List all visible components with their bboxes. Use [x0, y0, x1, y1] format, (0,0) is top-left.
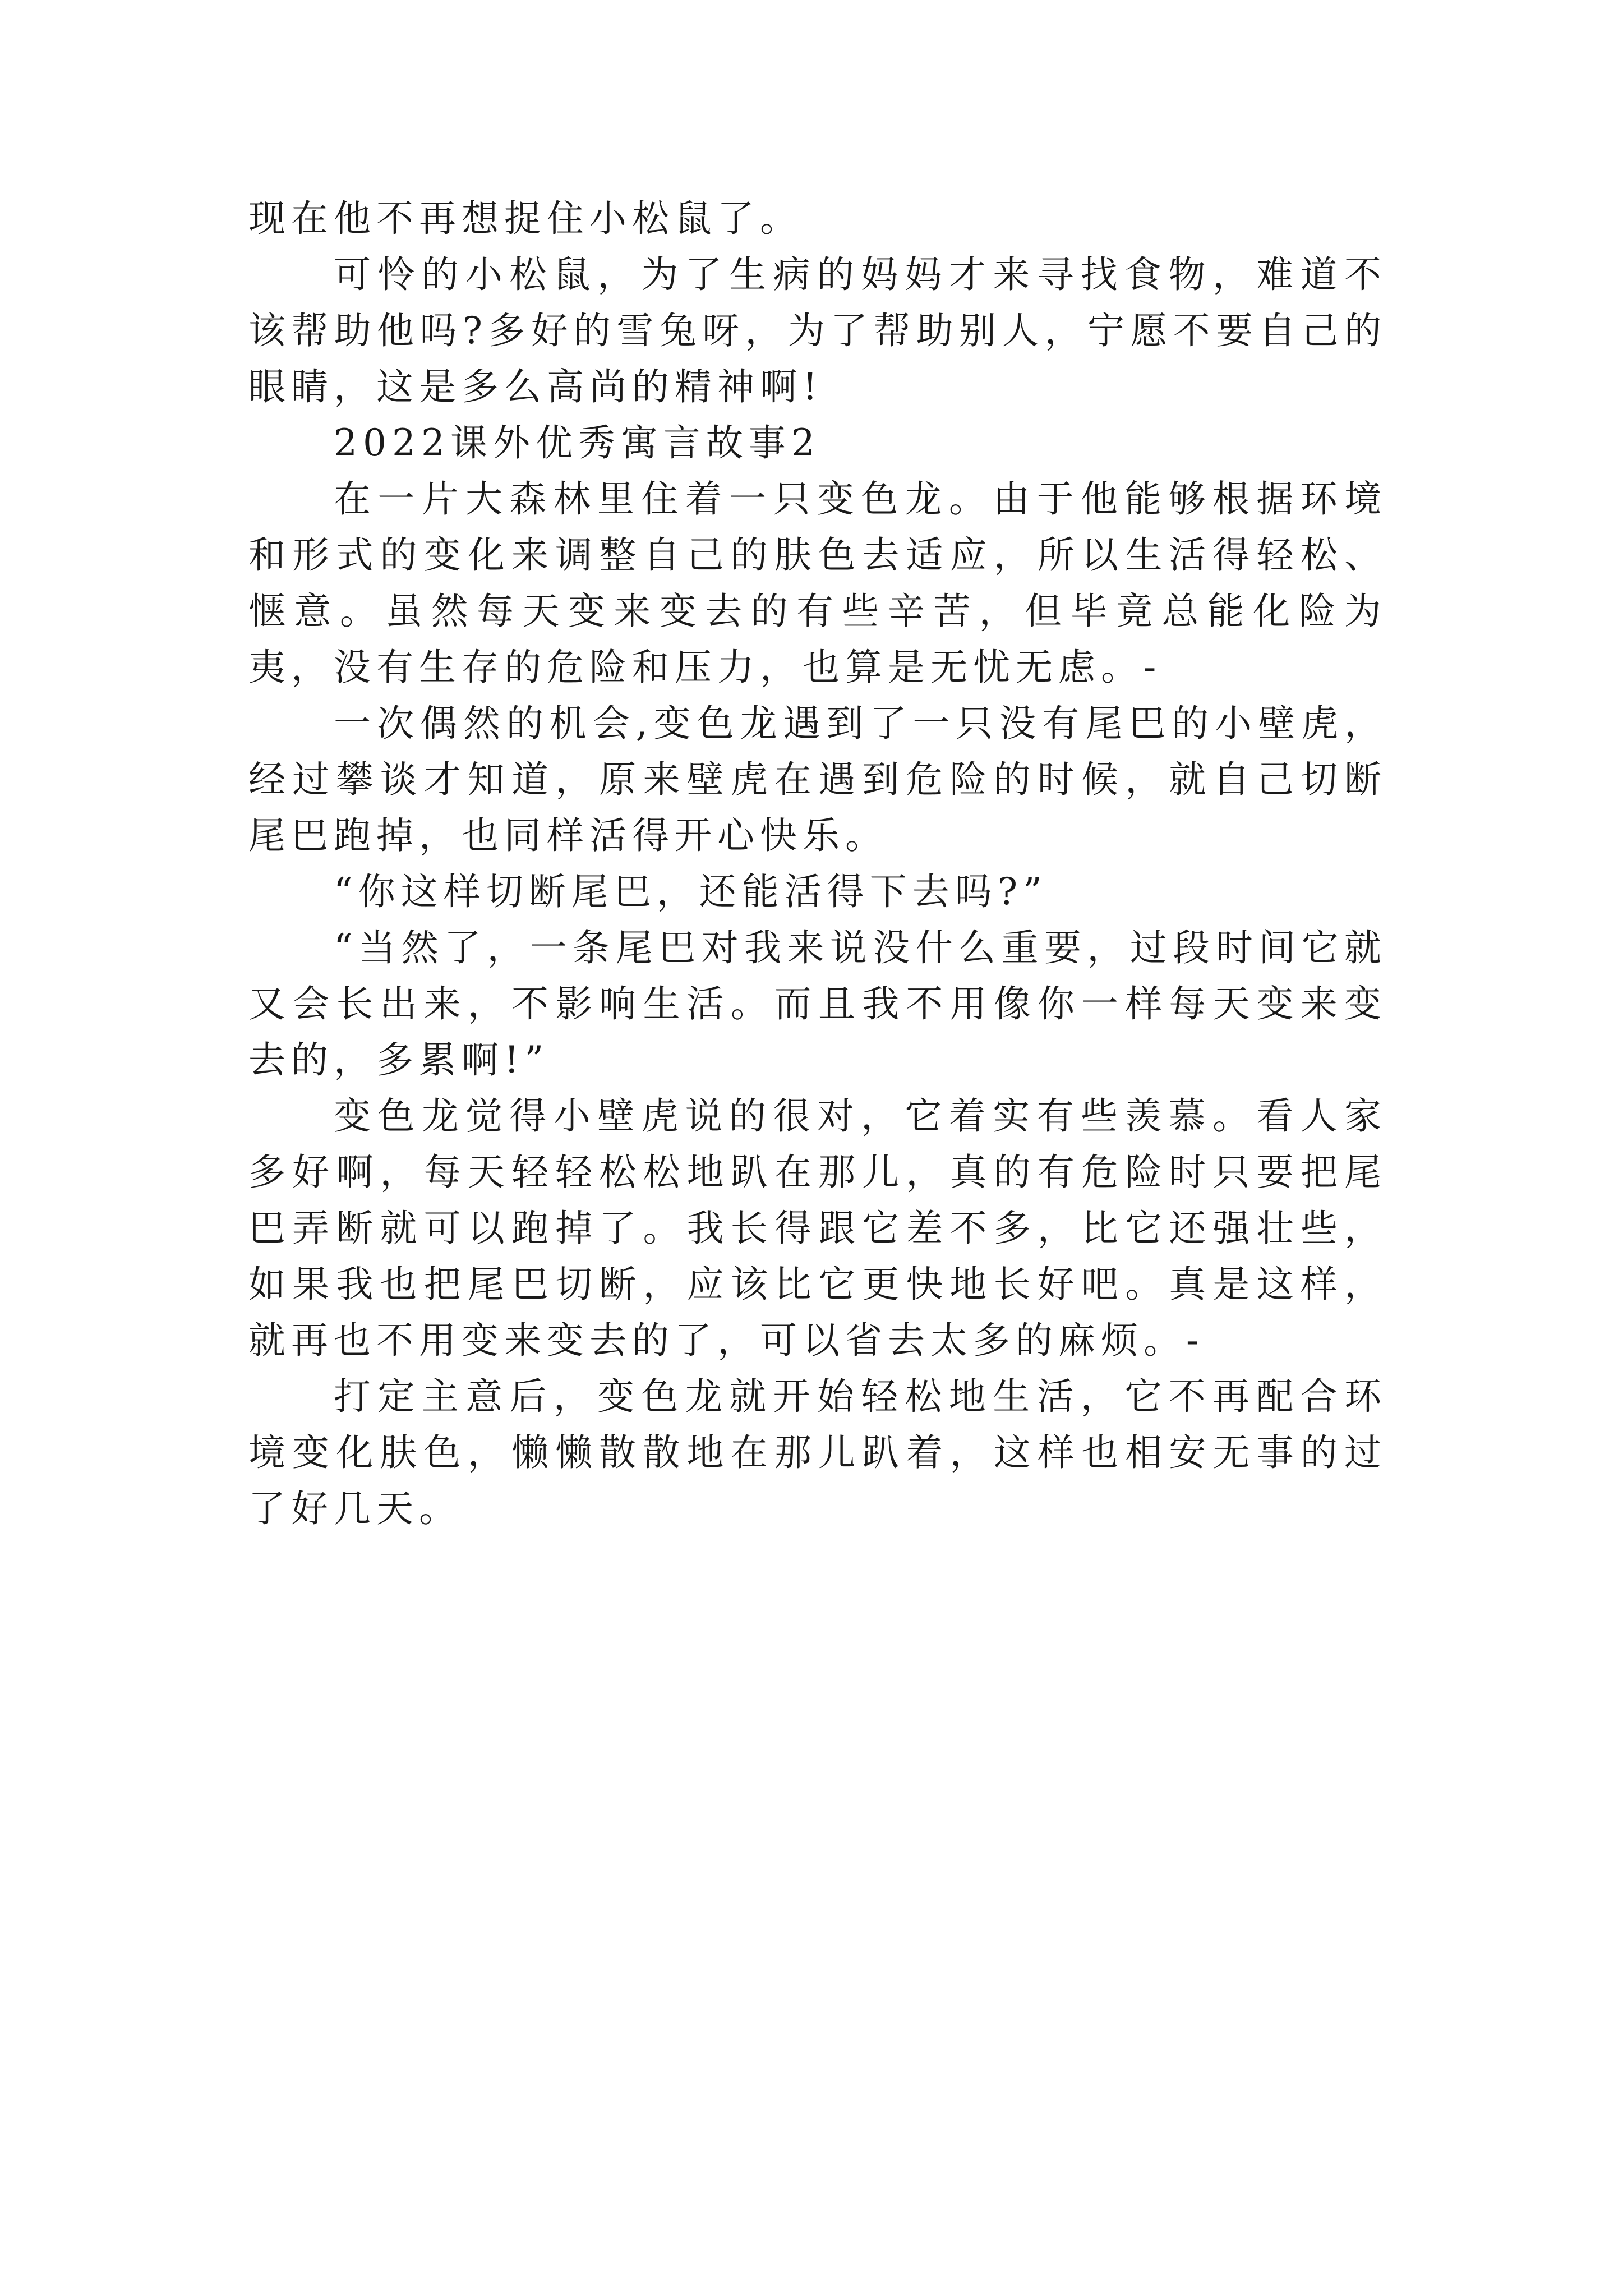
paragraph-decision: 打定主意后，变色龙就开始轻松地生活，它不再配合环境变化肤色，懒懒散散地在那儿趴着，这样也相安无事的过了好几天。: [248, 1375, 1387, 1530]
story-heading: 2022课外优秀寓言故事2: [334, 421, 820, 464]
paragraph-moral: 可怜的小松鼠，为了生病的妈妈才来寻找食物，难道不该帮助他吗?多好的雪兔呀，为了帮助别人，宁愿不要自己的眼睛，这是多么高尚的精神啊!: [248, 253, 1387, 408]
paragraph-continuation: 现在他不再想捉住小松鼠了。: [248, 197, 803, 240]
paragraph-intro: 在一片大森林里住着一只变色龙。由于他能够根据环境和形式的变化来调整自己的肤色去适应，所以生活得轻松、惬意。虽然每天变来变去的有些辛苦，但毕竟总能化险为夷，没有生存的危险和压力，也算是无忧无虑。-: [248, 477, 1387, 689]
paragraph-answer: “当然了，一条尾巴对我来说没什么重要，过段时间它就又会长出来，不影响生活。而且我不用像你一样每天变来变去的，多累啊!”: [248, 926, 1387, 1082]
document-body: [248, 191, 1387, 1537]
paragraph-meeting: 一次偶然的机会,变色龙遇到了一只没有尾巴的小壁虎，经过攀谈才知道，原来壁虎在遇到危险的时候，就自己切断尾巴跑掉，也同样活得开心快乐。: [248, 702, 1387, 857]
paragraph-envy: 变色龙觉得小壁虎说的很对，它着实有些羡慕。看人家多好啊，每天轻轻松松地趴在那儿，真的有危险时只要把尾巴弄断就可以跑掉了。我长得跟它差不多，比它还强壮些，如果我也把尾巴切断，应该比它更快地长好吧。真是这样，就再也不用变来变去的了，可以省去太多的麻烦。-: [248, 1094, 1387, 1362]
paragraph-question: “你这样切断尾巴，还能活得下去吗?”: [334, 870, 1048, 913]
